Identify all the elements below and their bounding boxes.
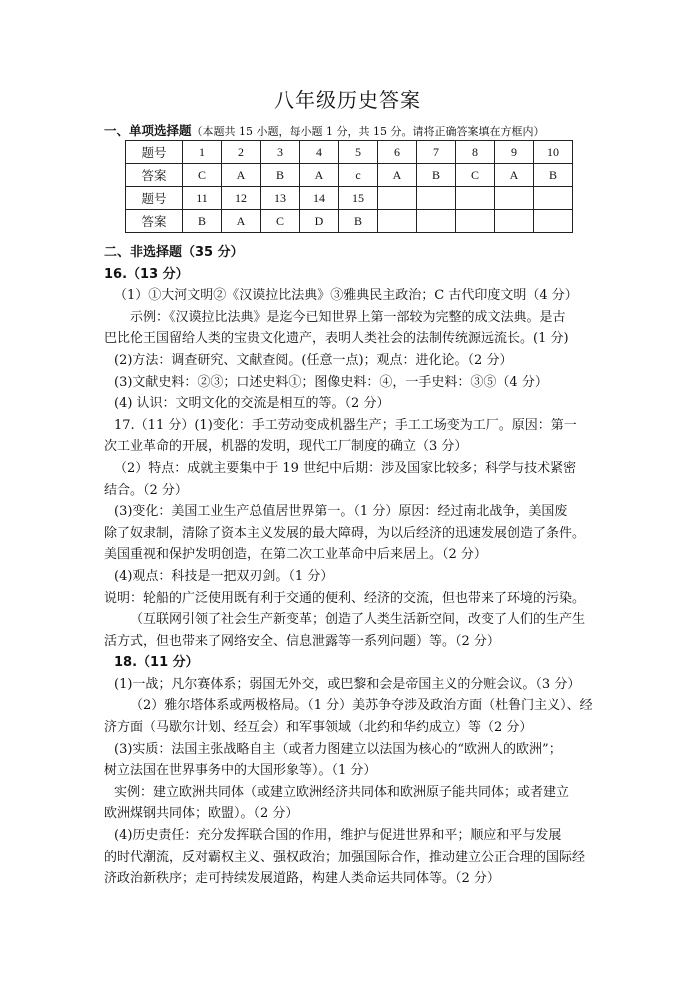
- answer-cell: c: [339, 164, 378, 187]
- table-row: [126, 187, 573, 210]
- row-header-question: 题号: [126, 141, 183, 164]
- answer-line: (4) 认识：文明文化的交流是相互的等。（2 分）: [114, 396, 390, 412]
- question-number-cell: 3: [261, 141, 300, 164]
- answer-cell: B: [534, 164, 573, 187]
- row-header-answer: 答案: [126, 164, 183, 187]
- section2-content: [104, 242, 604, 890]
- answer-line: （2）雅尔塔体系或两极格局。（1 分）美苏争夺涉及政治方面（杜鲁门主义）、经: [130, 698, 593, 714]
- answer-line: 美国重视和保护发明创造，在第二次工业革命中后来居上。（2 分）: [104, 547, 487, 563]
- question-number-cell: 15: [339, 187, 378, 210]
- answer-cell: [417, 210, 456, 233]
- question-number-cell: [495, 187, 534, 210]
- answer-cell: C: [261, 210, 300, 233]
- answer-line: （1）①大河文明②《汉谟拉比法典》③雅典民主政治；C 古代印度文明（4 分）: [114, 288, 578, 304]
- answer-cell: D: [300, 210, 339, 233]
- answer-cell: [534, 210, 573, 233]
- answer-cell: A: [495, 164, 534, 187]
- answer-line: (3)文献史料：②③；口述史料①；图像史料：④，一手史料：③⑤（4 分）: [114, 374, 548, 390]
- question-number-cell: 7: [417, 141, 456, 164]
- answer-line: （互联网引领了社会生产新变革；创造了人类生活新空间，改变了人们的生产生: [130, 612, 586, 628]
- question-number-cell: 8: [456, 141, 495, 164]
- section1-heading: [104, 121, 545, 139]
- answer-line: 树立法国在世界事务中的大国形象等）。（1 分）: [104, 763, 377, 779]
- answer-cell: B: [339, 210, 378, 233]
- answer-line: 结合。（2 分）: [104, 482, 188, 498]
- answer-line: 次工业革命的开展，机器的发明，现代工厂制度的确立（3 分）: [104, 439, 468, 455]
- row-header-answer: 答案: [126, 210, 183, 233]
- section2-heading: 二、非选择题（35 分）: [104, 245, 244, 260]
- answer-line: （2）特点：成就主要集中于 19 世纪中后期：涉及国家比较多；科学与技术紧密: [114, 460, 577, 476]
- answer-line: 巴比伦王国留给人类的宝贵文化遗产，表明人类社会的法制传统源远流长。(1 分): [104, 331, 569, 347]
- answer-line: 活方式，但也带来了网络安全、信息泄露等一系列问题）等。（2 分）: [104, 633, 500, 649]
- row-header-question: 题号: [126, 187, 183, 210]
- answer-line: (4)历史责任：充分发挥联合国的作用，维护与促进世界和平；顺应和平与发展: [114, 828, 562, 844]
- answer-cell: B: [183, 210, 222, 233]
- answer-line: (3)变化：美国工业生产总值居世界第一。（1 分）原因：经过南北战争，美国废: [114, 504, 568, 520]
- page-title: 八年级历史答案: [274, 88, 421, 112]
- answer-line: (4)观点：科技是一把双刃剑。（1 分）: [114, 568, 334, 584]
- answer-line: 的时代潮流，反对霸权主义、强权政治；加强国际合作，推动建立公正合理的国际经: [104, 849, 586, 865]
- answer-line: 欧洲煤钢共同体；欧盟）。（2 分）: [104, 806, 299, 822]
- answer-cell: [495, 210, 534, 233]
- question-number-cell: 5: [339, 141, 378, 164]
- answer-cell: C: [183, 164, 222, 187]
- question-number-cell: 6: [378, 141, 417, 164]
- question-number-cell: 4: [300, 141, 339, 164]
- question-number-cell: 11: [183, 187, 222, 210]
- answer-line: (2)方法：调查研究、文献查阅。(任意一点)；观点：进化论。（2 分）: [114, 352, 513, 368]
- answer-cell: B: [261, 164, 300, 187]
- answer-line: 济方面（马歇尔计划、经互会）和军事领域（北约和华约成立）等（2 分）: [104, 720, 533, 736]
- answer-cell: C: [456, 164, 495, 187]
- answer-cell: A: [300, 164, 339, 187]
- answer-cell: B: [417, 164, 456, 187]
- question-number-cell: 9: [495, 141, 534, 164]
- answer-line: (1)一战；凡尔赛体系；弱国无外交，或巴黎和会是帝国主义的分赃会议。（3 分）: [114, 676, 581, 692]
- answer-cell: [456, 210, 495, 233]
- answer-cell: A: [222, 210, 261, 233]
- question-number-cell: [378, 187, 417, 210]
- question-number-cell: 1: [183, 141, 222, 164]
- section1-note: （本题共 15 小题，每小题 1 分，共 15 分。请将正确答案填在方框内）: [191, 125, 545, 138]
- question-number-cell: [534, 187, 573, 210]
- answer-cell: A: [378, 164, 417, 187]
- table-row: [126, 164, 573, 187]
- question-number-cell: 13: [261, 187, 300, 210]
- answer-cell: A: [222, 164, 261, 187]
- answer-line: 除了奴隶制，清除了资本主义发展的最大障碍，为以后经济的迅速发展创造了条件。: [104, 525, 586, 541]
- question-number-cell: 14: [300, 187, 339, 210]
- question-number-cell: [417, 187, 456, 210]
- question-17-line: 17.（11 分）(1)变化：手工劳动变成机器生产；手工工场变为工厂。原因：第一: [114, 417, 577, 433]
- answer-line: 示例：《汉谟拉比法典》是迄今已知世界上第一部较为完整的成文法典。是古: [130, 309, 566, 325]
- question-number-cell: 2: [222, 141, 261, 164]
- question-18-heading: 18.（11 分）: [114, 655, 199, 671]
- table-row: [126, 141, 573, 164]
- section1-heading-label: 一、单项选择题: [104, 123, 192, 138]
- answer-line: (3)实质：法国主张战略自主（或者力图建立以法国为核心的“欧洲人的欧洲”；: [114, 741, 562, 757]
- answer-line: 说明：轮船的广泛使用既有利于交通的便利、经济的交流，但也带来了环境的污染。: [104, 590, 586, 606]
- answer-line: 济政治新秩序；走可持续发展道路，构建人类命运共同体等。（2 分）: [104, 871, 500, 887]
- table-row: [126, 210, 573, 233]
- answer-line: 实例：建立欧洲共同体（或建立欧洲经济共同体和欧洲原子能共同体；或者建立: [114, 784, 570, 800]
- question-number-cell: 12: [222, 187, 261, 210]
- answer-table: [125, 140, 573, 233]
- question-number-cell: 10: [534, 141, 573, 164]
- answer-cell: [378, 210, 417, 233]
- question-number-cell: [456, 187, 495, 210]
- question-16-heading: 16.（13 分）: [104, 266, 189, 282]
